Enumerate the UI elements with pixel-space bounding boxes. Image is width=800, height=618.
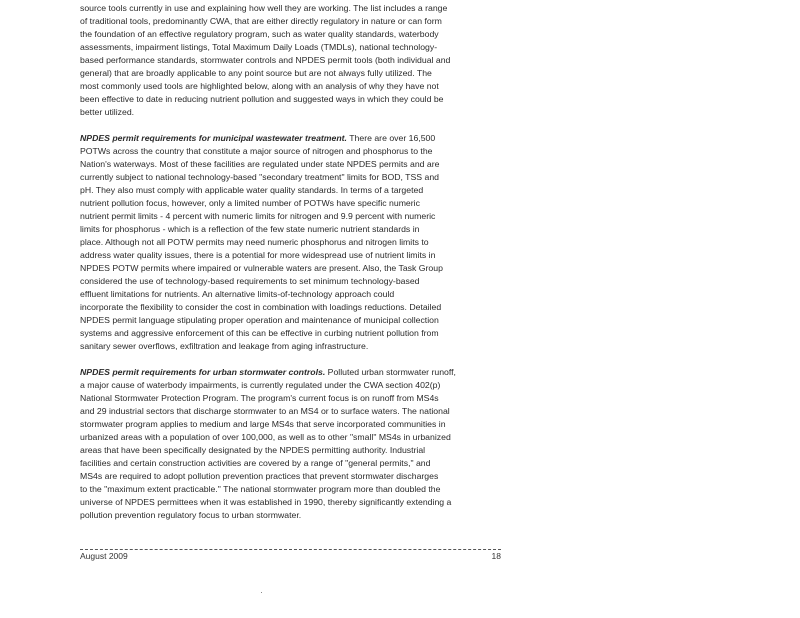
paragraph bbox=[80, 0, 502, 119]
line-text: considered the use of technology-based requirements to set minimum technology-based bbox=[80, 276, 420, 286]
text-line bbox=[80, 223, 502, 236]
footer-rule bbox=[80, 549, 501, 550]
paragraph bbox=[80, 132, 502, 353]
line-text: pH. They also must comply with applicable water quality standards. In terms of a targeted bbox=[80, 185, 424, 195]
text-line bbox=[80, 67, 502, 80]
text-line bbox=[80, 366, 502, 379]
footer-date: August 2009 bbox=[80, 551, 128, 561]
document-body bbox=[80, 0, 502, 535]
text-line bbox=[80, 184, 502, 197]
text-line bbox=[80, 249, 502, 262]
line-text: pollution prevention regulatory focus to urban stormwater. bbox=[80, 510, 302, 520]
line-text: most commonly used tools are highlighted below, along with an analysis of why they have not bbox=[80, 81, 439, 91]
text-line bbox=[80, 457, 502, 470]
line-text: Nation's waterways. Most of these facilities are regulated under state NPDES permits and are bbox=[80, 159, 440, 169]
line-text: better utilized. bbox=[80, 107, 135, 117]
text-line bbox=[80, 327, 502, 340]
line-text: Polluted urban stormwater runoff, bbox=[325, 367, 456, 377]
text-line bbox=[80, 28, 502, 41]
line-text: a major cause of waterbody impairments, is currently regulated under the CWA section 402(p) bbox=[80, 380, 441, 390]
text-line bbox=[80, 483, 502, 496]
text-line bbox=[80, 496, 502, 509]
text-line bbox=[80, 288, 502, 301]
line-text: National Stormwater Protection Program. The program's current focus is on runoff from MS4s bbox=[80, 393, 439, 403]
scan-speck bbox=[261, 592, 262, 593]
text-line bbox=[80, 80, 502, 93]
text-line bbox=[80, 132, 502, 145]
line-text: limits for phosphorus - which is a reflection of the few state numeric nutrient standards in bbox=[80, 224, 420, 234]
line-text: NPDES permit language stipulating proper operation and maintenance of municipal collection bbox=[80, 315, 439, 325]
line-text: NPDES POTW permits where impaired or vulnerable waters are present. Also, the Task Group bbox=[80, 263, 443, 273]
line-text: and 29 industrial sectors that discharge stormwater to an MS4 or to surface waters. The national bbox=[80, 406, 450, 416]
text-line bbox=[80, 171, 502, 184]
text-line bbox=[80, 54, 502, 67]
text-line bbox=[80, 106, 502, 119]
text-line bbox=[80, 15, 502, 28]
text-line bbox=[80, 262, 502, 275]
text-line bbox=[80, 158, 502, 171]
text-line bbox=[80, 405, 502, 418]
text-line bbox=[80, 236, 502, 249]
text-line bbox=[80, 379, 502, 392]
text-line bbox=[80, 93, 502, 106]
text-line bbox=[80, 197, 502, 210]
text-line bbox=[80, 210, 502, 223]
line-text: universe of NPDES permittees when it was established in 1990, thereby significantly extending a bbox=[80, 497, 452, 507]
line-text: facilities and certain construction activities are covered by a range of "general permits," and bbox=[80, 458, 431, 468]
line-text: place. Although not all POTW permits may need numeric phosphorus and nitrogen limits to bbox=[80, 237, 429, 247]
line-text: to the "maximum extent practicable." The national stormwater program more than doubled the bbox=[80, 484, 441, 494]
text-line bbox=[80, 41, 502, 54]
line-text: POTWs across the country that constitute a major source of nitrogen and phosphorus to the bbox=[80, 146, 433, 156]
text-line bbox=[80, 275, 502, 288]
line-text: effluent limitations for nutrients. An alternative limits-of-technology approach could bbox=[80, 289, 395, 299]
line-text: incorporate the flexibility to consider the cost in combination with loadings reductions. Detailed bbox=[80, 302, 442, 312]
text-line bbox=[80, 418, 502, 431]
text-line bbox=[80, 340, 502, 353]
page-number: 18 bbox=[491, 551, 501, 561]
line-text: areas that have been specifically designated by the NPDES permitting authority. Industrial bbox=[80, 445, 426, 455]
line-text: systems and aggressive enforcement of this can be effective in curbing nutrient pollution from bbox=[80, 328, 439, 338]
line-text: currently subject to national technology-based "secondary treatment" limits for BOD, TSS and bbox=[80, 172, 439, 182]
line-text: MS4s are required to adopt pollution prevention practices that prevent stormwater discharges bbox=[80, 471, 439, 481]
line-text: There are over 16,500 bbox=[346, 133, 436, 143]
text-line bbox=[80, 145, 502, 158]
line-text: been effective to date in reducing nutrient pollution and suggested ways in which they could be bbox=[80, 94, 444, 104]
line-text: assessments, impairment listings, Total Maximum Daily Loads (TMDLs), national technology- bbox=[80, 42, 438, 52]
line-text: address water quality issues, there is a potential for more widespread use of nutrient limits in bbox=[80, 250, 436, 260]
line-text: urbanized areas with a population of over 100,000, as well as to other "small" MS4s in urbanized bbox=[80, 432, 451, 442]
line-text: sanitary sewer overflows, exfiltration and leakage from aging infrastructure. bbox=[80, 341, 369, 351]
text-line bbox=[80, 431, 502, 444]
text-line bbox=[80, 444, 502, 457]
line-text: nutrient permit limits - 4 percent with numeric limits for nitrogen and 9.9 percent with numeric bbox=[80, 211, 436, 221]
text-line bbox=[80, 470, 502, 483]
text-line bbox=[80, 509, 502, 522]
paragraph-lead: NPDES permit requirements for municipal wastewater treatment. bbox=[80, 133, 347, 143]
paragraph bbox=[80, 366, 502, 522]
text-line bbox=[80, 301, 502, 314]
text-line bbox=[80, 2, 502, 15]
text-line bbox=[80, 314, 502, 327]
line-text: nutrient pollution focus, however, only a limited number of POTWs have specific numeric bbox=[80, 198, 420, 208]
line-text: stormwater program applies to medium and large MS4s that serve incorporated communities in bbox=[80, 419, 446, 429]
line-text: general) that are broadly applicable to any point source but are not always fully utilized. The bbox=[80, 68, 432, 78]
line-text: source tools currently in use and explaining how well they are working. The list includes a range bbox=[80, 3, 448, 13]
paragraph-lead: NPDES permit requirements for urban stormwater controls. bbox=[80, 367, 326, 377]
text-line bbox=[80, 392, 502, 405]
line-text: based performance standards, stormwater controls and NPDES permit tools (both individual and bbox=[80, 55, 451, 65]
line-text: the foundation of an effective regulatory program, such as water quality standards, waterbody bbox=[80, 29, 439, 39]
line-text: of traditional tools, predominantly CWA, that are either directly regulatory in nature or can form bbox=[80, 16, 442, 26]
